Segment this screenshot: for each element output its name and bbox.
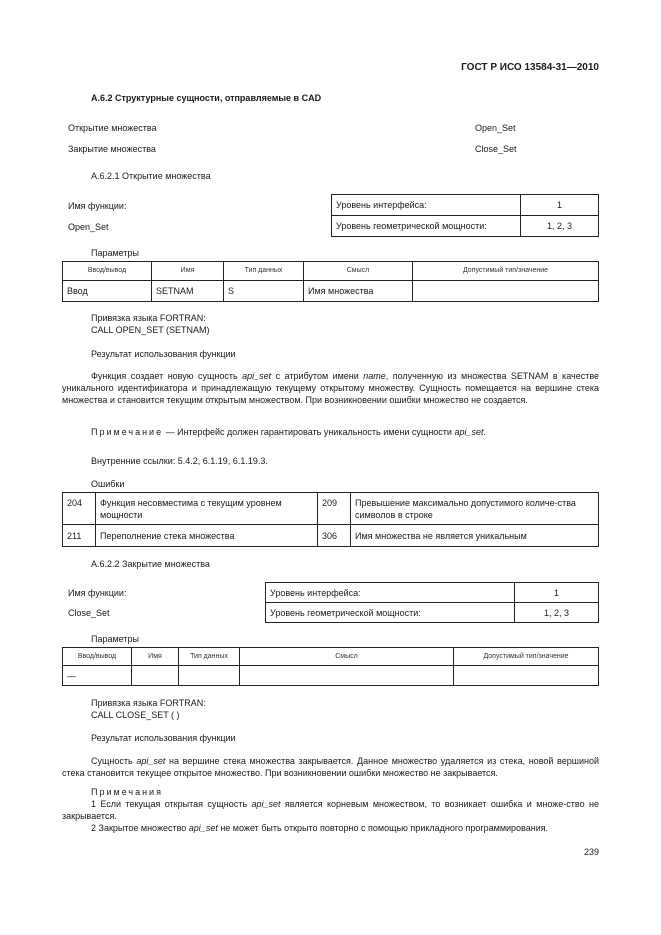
params-header-meaning: Смысл <box>304 262 413 281</box>
interface-level-label: Уровень интерфейса: <box>332 195 521 216</box>
params-cell-allowed <box>413 281 599 302</box>
params-cell-meaning: Имя множества <box>304 281 413 302</box>
notes-label: Примечания <box>91 787 163 797</box>
params-header-type: Тип данных <box>179 648 240 666</box>
section-title: A.6.2 Структурные сущности, отправляемые в CAD <box>91 93 322 103</box>
result-paragraph: Сущность api_set на вершине стека множества закрывается. Данное множество удаляется из стека, новой вершиной стека становится текущее открытое множество. При возникновении ошибки множество не закрывается. <box>62 756 599 778</box>
fortran-binding-call: CALL CLOSE_SET ( ) <box>91 710 180 720</box>
params-header-type: Тип данных <box>224 262 304 281</box>
function-name-label: Имя функции: <box>68 201 127 211</box>
fortran-binding-title: Привязка языка FORTRAN: <box>91 698 206 708</box>
interface-level-value: 1 <box>521 195 599 216</box>
params-cell-io: — <box>63 666 132 686</box>
params-header-name: Имя <box>132 648 179 666</box>
params-header-io: Ввод/вывод <box>63 262 152 281</box>
interface-level-label: Уровень интерфейса: <box>266 583 515 603</box>
geometry-level-value: 1, 2, 3 <box>515 603 599 623</box>
params-table <box>62 647 599 686</box>
page-number: 239 <box>583 847 599 857</box>
error-code: 204 <box>63 493 96 525</box>
params-cell-name <box>132 666 179 686</box>
params-label: Параметры <box>91 248 139 258</box>
error-text: Функция несовместима с текущим уровнем мощности <box>96 493 318 525</box>
geometry-level-value: 1, 2, 3 <box>521 216 599 237</box>
error-text: Переполнение стека множества <box>96 525 318 547</box>
error-text: Имя множества не является уникальным <box>351 525 599 547</box>
interface-info-table <box>331 194 599 237</box>
error-code: 211 <box>63 525 96 547</box>
params-header-io: Ввод/вывод <box>63 648 132 666</box>
document-id: ГОСТ Р ИСО 13584-31—2010 <box>461 62 599 73</box>
geometry-level-label: Уровень геометрической мощности: <box>266 603 515 623</box>
params-cell-type <box>179 666 240 686</box>
note-2: 2 Закрытое множество api_set не может быть открыто повторно с помощью прикладного программирования. <box>91 823 549 833</box>
function-name-value: Open_Set <box>68 222 109 232</box>
params-cell-allowed <box>454 666 599 686</box>
entity-name-close: Закрытие множества <box>68 144 156 154</box>
note-1: 1 Если текущая открытая сущность api_set является корневым множеством, то возникает ошибка и множе-ство не закрывается. <box>62 799 599 821</box>
fortran-binding-title: Привязка языка FORTRAN: <box>91 313 206 323</box>
function-name-value: Close_Set <box>68 608 110 618</box>
entity-code-open: Open_Set <box>475 123 516 133</box>
subsection-heading-open-set: A.6.2.1 Открытие множества <box>91 171 211 181</box>
params-cell-io: Ввод <box>63 281 152 302</box>
params-table <box>62 261 599 302</box>
params-header-meaning: Смысл <box>240 648 454 666</box>
errors-label: Ошибки <box>91 479 125 489</box>
note: Примечание — Интерфейс должен гарантировать уникальность имени сущности api_set. <box>91 427 487 437</box>
result-label: Результат использования функции <box>91 733 236 743</box>
interface-info-table <box>265 582 599 623</box>
error-code: 209 <box>318 493 351 525</box>
params-header-name: Имя <box>152 262 224 281</box>
params-cell-type: S <box>224 281 304 302</box>
interface-level-value: 1 <box>515 583 599 603</box>
params-header-allowed: Допустимый тип/значение <box>413 262 599 281</box>
subsection-heading-close-set: A.6.2.2 Закрытие множества <box>91 559 210 569</box>
params-cell-name: SETNAM <box>152 281 224 302</box>
result-paragraph: Функция создает новую сущность api_set с атрибутом имени name, полученную из множества SETNAM в качестве уникального идентификатора и принадлежащую текущему открытому множеству. Сущность помещается на вершине стека множества и становится текущим открытым множеством. При возникновении ошибки множество не создается. <box>62 371 600 405</box>
error-text: Превышение максимально допустимого количе-ства символов в строке <box>351 493 599 525</box>
function-name-label: Имя функции: <box>68 588 127 598</box>
internal-references: Внутренние ссылки: 5.4.2, 6.1.19, 6.1.19.3. <box>91 456 268 466</box>
params-header-allowed: Допустимый тип/значение <box>454 648 599 666</box>
geometry-level-label: Уровень геометрической мощности: <box>332 216 521 237</box>
errors-table <box>62 492 599 547</box>
result-label: Результат использования функции <box>91 349 236 359</box>
entity-name-open: Открытие множества <box>68 123 157 133</box>
params-label: Параметры <box>91 634 139 644</box>
entity-code-close: Close_Set <box>475 144 517 154</box>
params-cell-meaning <box>240 666 454 686</box>
error-code: 306 <box>318 525 351 547</box>
fortran-binding-call: CALL OPEN_SET (SETNAM) <box>91 325 210 335</box>
